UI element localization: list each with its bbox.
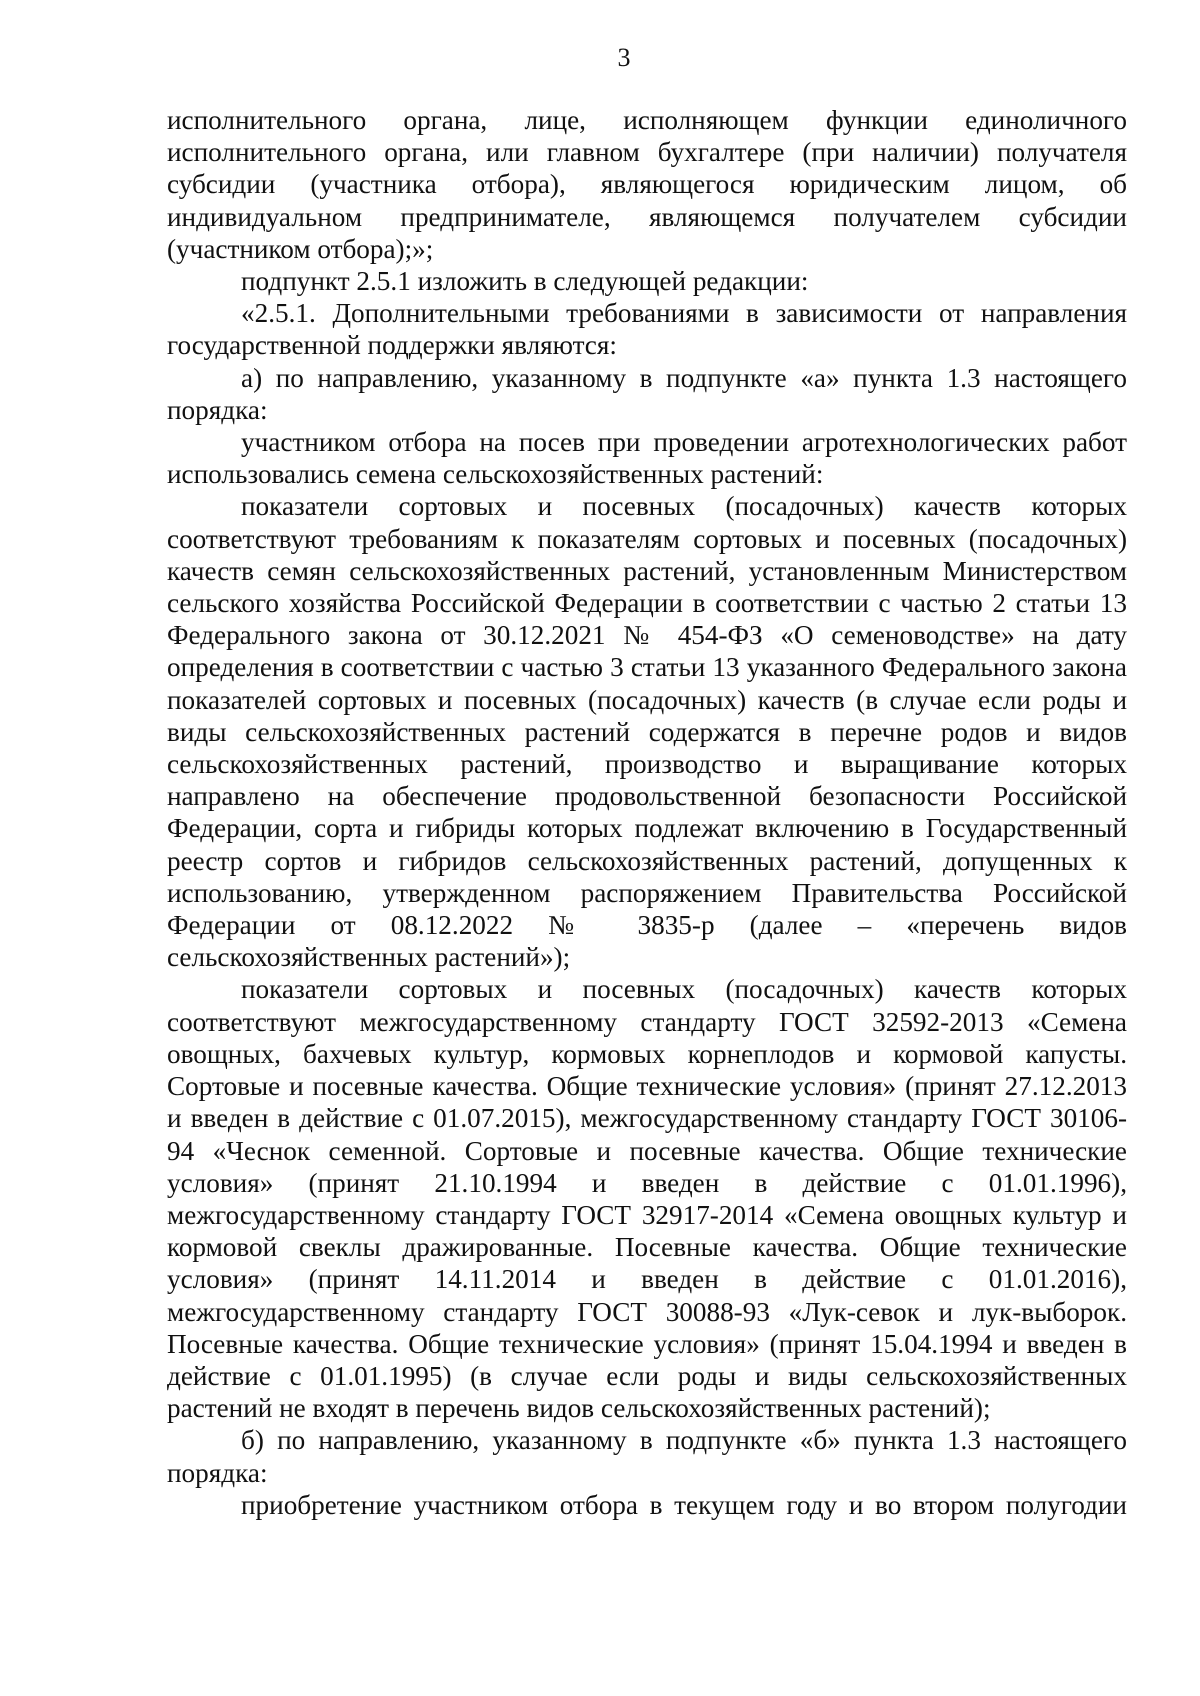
paragraph-acquisition: приобретение участником отбора в текущем году и во втором полугодии	[241, 1489, 1127, 1520]
paragraph-continuation: исполнительного органа, лице, исполняющем функции единоличного исполнительного органа, или главном бухгалтере (при наличии) получателя субсидии (участника отбора), являющегося юридическим лицом, об индивидуальном предпринимателе, являющемся получателем субсидии (участником отбора);»;	[167, 105, 1127, 264]
paragraph-item-a: а) по направлению, указанному в подпункте «а» пункта 1.3 настоящего порядка:	[167, 362, 1127, 425]
paragraph-gost-standards: показатели сортовых и посевных (посадочных) качеств которых соответствуют межгосударственному стандарту ГОСТ 32592-2013 «Семена овощных, бахчевых культур, кормовых корнеплодов и кормовой капусты. Сортовые и посевные качества. Общие технические условия» (принят 27.12.2013 и введен в действие с 01.07.2015), межгосударственному стандарту ГОСТ 30106-94 «Чеснок семенной. Сортовые и посевные качества. Общие технические условия» (принят 21.10.1994 и введен в действие с 01.01.1996), межгосударственному стандарту ГОСТ 32917-2014 «Семена овощных культур и кормовой свеклы дражированные. Посевные качества. Общие технические условия» (принят 14.11.2014 и введен в действие с 01.01.2016), межгосударственному стандарту ГОСТ 30088-93 «Лук-севок и лук-выборок. Посевные качества. Общие технические условия» (принят 15.04.1994 и введен в действие с 01.01.1995) (в случае если роды и виды сельскохозяйственных растений не входят в перечень видов сельскохозяйственных растений);	[167, 974, 1127, 1424]
page-number: 3	[617, 43, 631, 72]
paragraph-seeds-used: участником отбора на посев при проведении агротехнологических работ использовались семена сельскохозяйственных растений:	[167, 427, 1127, 490]
paragraph-2-5-1: «2.5.1. Дополнительными требованиями в зависимости от направления государственной поддержки являются:	[167, 298, 1127, 361]
document-body	[167, 104, 1127, 1521]
paragraph-quality-requirements: показатели сортовых и посевных (посадочных) качеств которых соответствуют требованиям к показателям сортовых и посевных (посадочных) качеств семян сельскохозяйственных растений, установленным Министерством сельского хозяйства Российской Федерации в соответствии с частью 2 статьи 13 Федерального закона от 30.12.2021 № 454-ФЗ «О семеноводстве» на дату определения в соответствии с частью 3 статьи 13 указанного Федерального закона показателей сортовых и посевных (посадочных) качеств (в случае если роды и виды сельскохозяйственных растений содержатся в перечне родов и видов сельскохозяйственных растений, производство и выращивание которых направлено на обеспечение продовольственной безопасности Российской Федерации, сорта и гибриды которых подлежат включению в Государственный реестр сортов и гибридов сельскохозяйственных растений, допущенных к использованию, утвержденном распоряжением Правительства Российской Федерации от 08.12.2022 № 3835-р (далее – «перечень видов сельскохозяйственных растений»);	[167, 491, 1127, 973]
paragraph-amendment-instruction: подпункт 2.5.1 изложить в следующей редакции:	[241, 266, 809, 297]
paragraph-item-b: б) по направлению, указанному в подпункте «б» пункта 1.3 настоящего порядка:	[167, 1425, 1127, 1488]
